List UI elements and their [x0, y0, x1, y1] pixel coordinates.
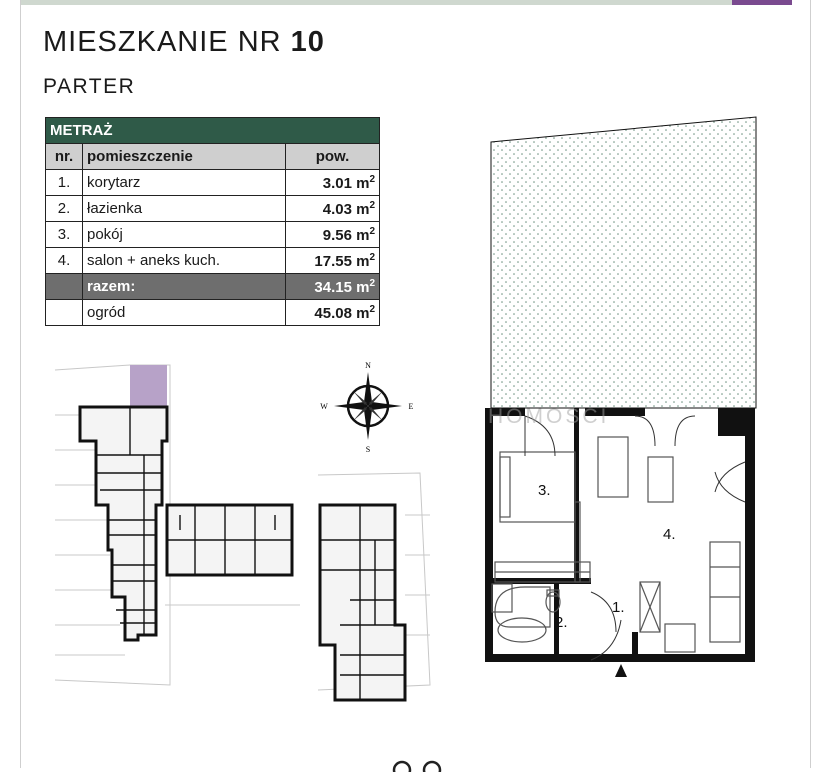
- garden-label: ogród: [83, 300, 286, 326]
- watermark-text: HOMOSCI: [488, 405, 610, 428]
- row-area: 9.56 $m^2$: [286, 222, 380, 248]
- area-table-heading: METRAŻ: [46, 118, 380, 144]
- floor-label: PARTER: [43, 75, 136, 98]
- room-label-2: 2.: [555, 614, 568, 631]
- title-number: 10: [290, 26, 325, 58]
- row-nr: 4.: [46, 248, 83, 274]
- page-title: [43, 26, 325, 59]
- area-table-columns: [46, 144, 380, 170]
- plan-fixtures: [492, 437, 740, 652]
- garden-row: [46, 300, 380, 326]
- area-table: [45, 117, 380, 326]
- table-row: [46, 248, 380, 274]
- row-room: korytarz: [83, 170, 286, 196]
- bottom-cropped-glyph: [390, 752, 450, 772]
- building-walls: [80, 407, 405, 700]
- area-table-heading-row: [46, 118, 380, 144]
- title-prefix: MIESZKANIE NR: [43, 26, 282, 58]
- site-apartment-highlight: [130, 365, 167, 407]
- total-area: 34.15 $m^2$: [286, 274, 380, 300]
- row-area: 17.55 $m^2$: [286, 248, 380, 274]
- row-nr: 2.: [46, 196, 83, 222]
- column-room: pomieszczenie: [83, 144, 286, 170]
- compass-n: N: [365, 361, 371, 370]
- row-room: pokój: [83, 222, 286, 248]
- total-row: [46, 274, 380, 300]
- frame-border-left: [20, 0, 21, 768]
- room-label-4: 4.: [663, 526, 676, 543]
- table-row: [46, 196, 380, 222]
- frame-border-right: [810, 0, 811, 768]
- total-nr-empty: [46, 274, 83, 300]
- apartment-plan: [480, 112, 760, 692]
- row-nr: 3.: [46, 222, 83, 248]
- row-nr: 1.: [46, 170, 83, 196]
- entrance-arrow-icon: [615, 664, 627, 677]
- compass-e: E: [408, 402, 414, 411]
- compass-s: S: [365, 445, 371, 454]
- table-row: [46, 222, 380, 248]
- column-area: pow.: [286, 144, 380, 170]
- row-area: 3.01 $m^2$: [286, 170, 380, 196]
- row-area: 4.03 $m^2$: [286, 196, 380, 222]
- garden-nr-empty: [46, 300, 83, 326]
- room-label-3: 3.: [538, 482, 551, 499]
- table-row: [46, 170, 380, 196]
- site-plan: [50, 355, 450, 715]
- column-nr: nr.: [46, 144, 83, 170]
- total-label: razem:: [83, 274, 286, 300]
- compass-w: W: [320, 402, 328, 411]
- garden-area: [491, 117, 756, 408]
- room-label-1: 1.: [612, 599, 625, 616]
- row-room: łazienka: [83, 196, 286, 222]
- top-banner-accent: [732, 0, 792, 5]
- garden-area: 45.08 $m^2$: [286, 300, 380, 326]
- row-room: salon + aneks kuch.: [83, 248, 286, 274]
- top-banner-strip: [20, 0, 792, 5]
